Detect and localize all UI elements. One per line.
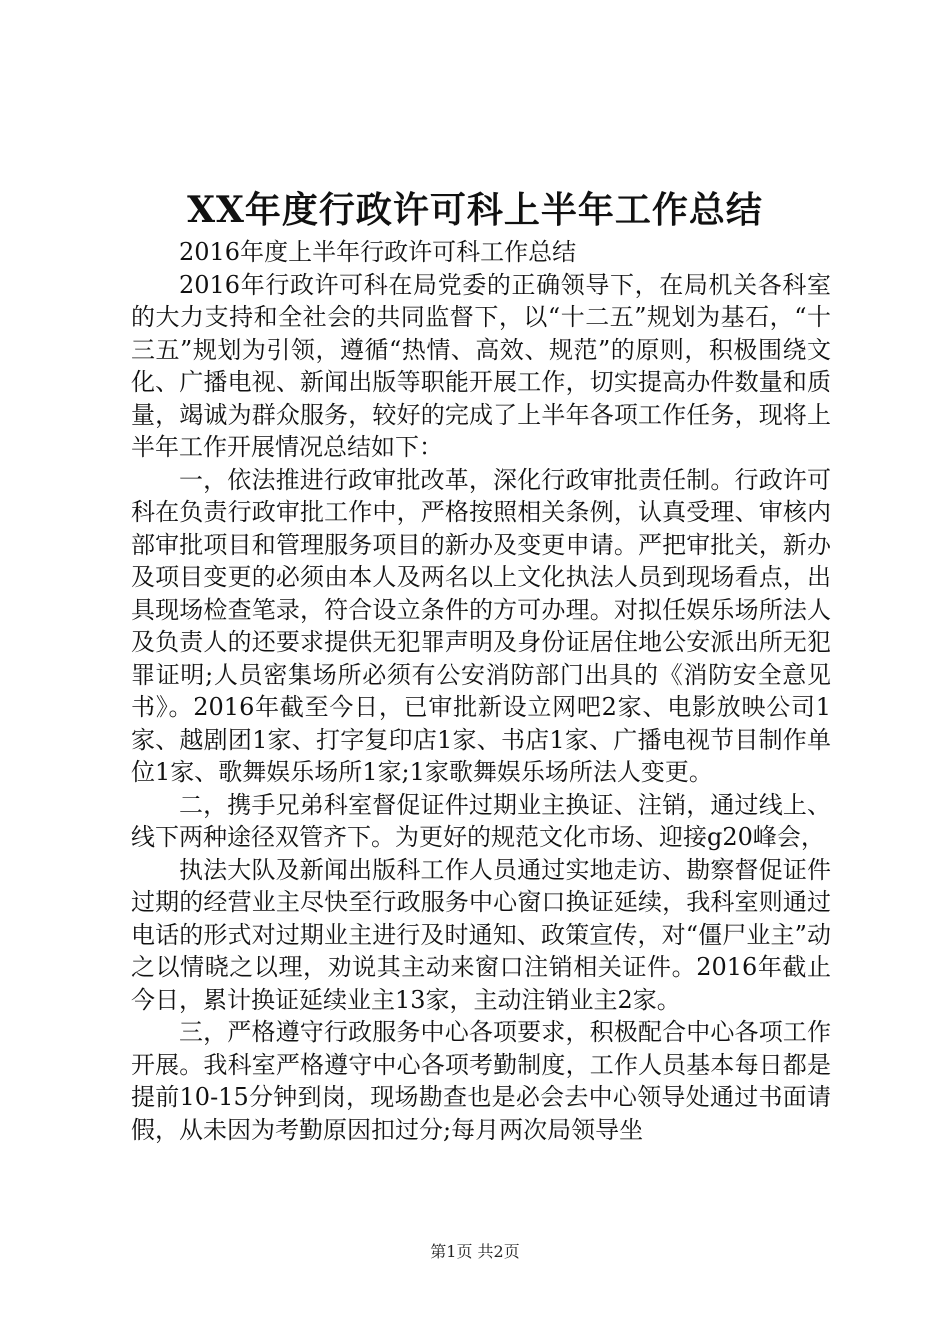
paragraph-section-one: 一，依法推进行政审批改革，深化行政审批责任制。行政许可科在负责行政审批工作中，严格按照相关条例，认真受理、审核内部审批项目和管理服务项目的新办及变更申请。严把审批关，新办及项目变更的必须由本人及两名以上文化执法人员到现场看点，出具现场检查笔录，符合设立条件的方可办理。对拟任娱乐场所法人及负责人的还要求提供无犯罪声明及身份证居住地公安派出所无犯罪证明;人员密集场所必须有公安消防部门出具的《消防安全意见书》。2016年截至今日，已审批新设立网吧2家、电影放映公司1家、越剧团1家、打字复印店1家、书店1家、广播电视节目制作单位1家、歌舞娱乐场所1家;1家歌舞娱乐场所法人变更。 [131, 465, 831, 786]
paragraph-subtitle: 2016年度上半年行政许可科工作总结 [179, 238, 577, 266]
paragraph-section-two: 二，携手兄弟科室督促证件过期业主换证、注销，通过线上、线下两种途径双管齐下。为更好的规范文化市场、迎接g20峰会， [131, 790, 831, 851]
document-title: XX年度行政许可科上半年工作总结 [187, 189, 763, 231]
page-footer: 第1页 共2页 [430, 1242, 520, 1261]
paragraph-section-two-continued: 执法大队及新闻出版科工作人员通过实地走访、勘察督促证件过期的经营业主尽快至行政服务中心窗口换证延续，我科室则通过电话的形式对过期业主进行及时通知、政策宣传，对“僵尸业主”动之以情晓之以理，劝说其主动来窗口注销相关证件。2016年截止今日，累计换证延续业主13家，主动注销业主2家。 [131, 855, 831, 1014]
document-body [131, 236, 831, 1146]
paragraph-section-three: 三，严格遵守行政服务中心各项要求，积极配合中心各项工作开展。我科室严格遵守中心各项考勤制度，工作人员基本每日都是提前10-15分钟到岗，现场勘查也是必会去中心领导处通过书面请假，从未因为考勤原因扣过分;每月两次局领导坐 [131, 1018, 831, 1144]
paragraph-intro: 2016年行政许可科在局党委的正确领导下，在局机关各科室的大力支持和全社会的共同监督下，以“十二五”规划为基石，“十三五”规划为引领，遵循“热情、高效、规范”的原则，积极围绕文化、广播电视、新闻出版等职能开展工作，切实提高办件数量和质量，竭诚为群众服务，较好的完成了上半年各项工作任务，现将上半年工作开展情况总结如下： [131, 270, 831, 461]
